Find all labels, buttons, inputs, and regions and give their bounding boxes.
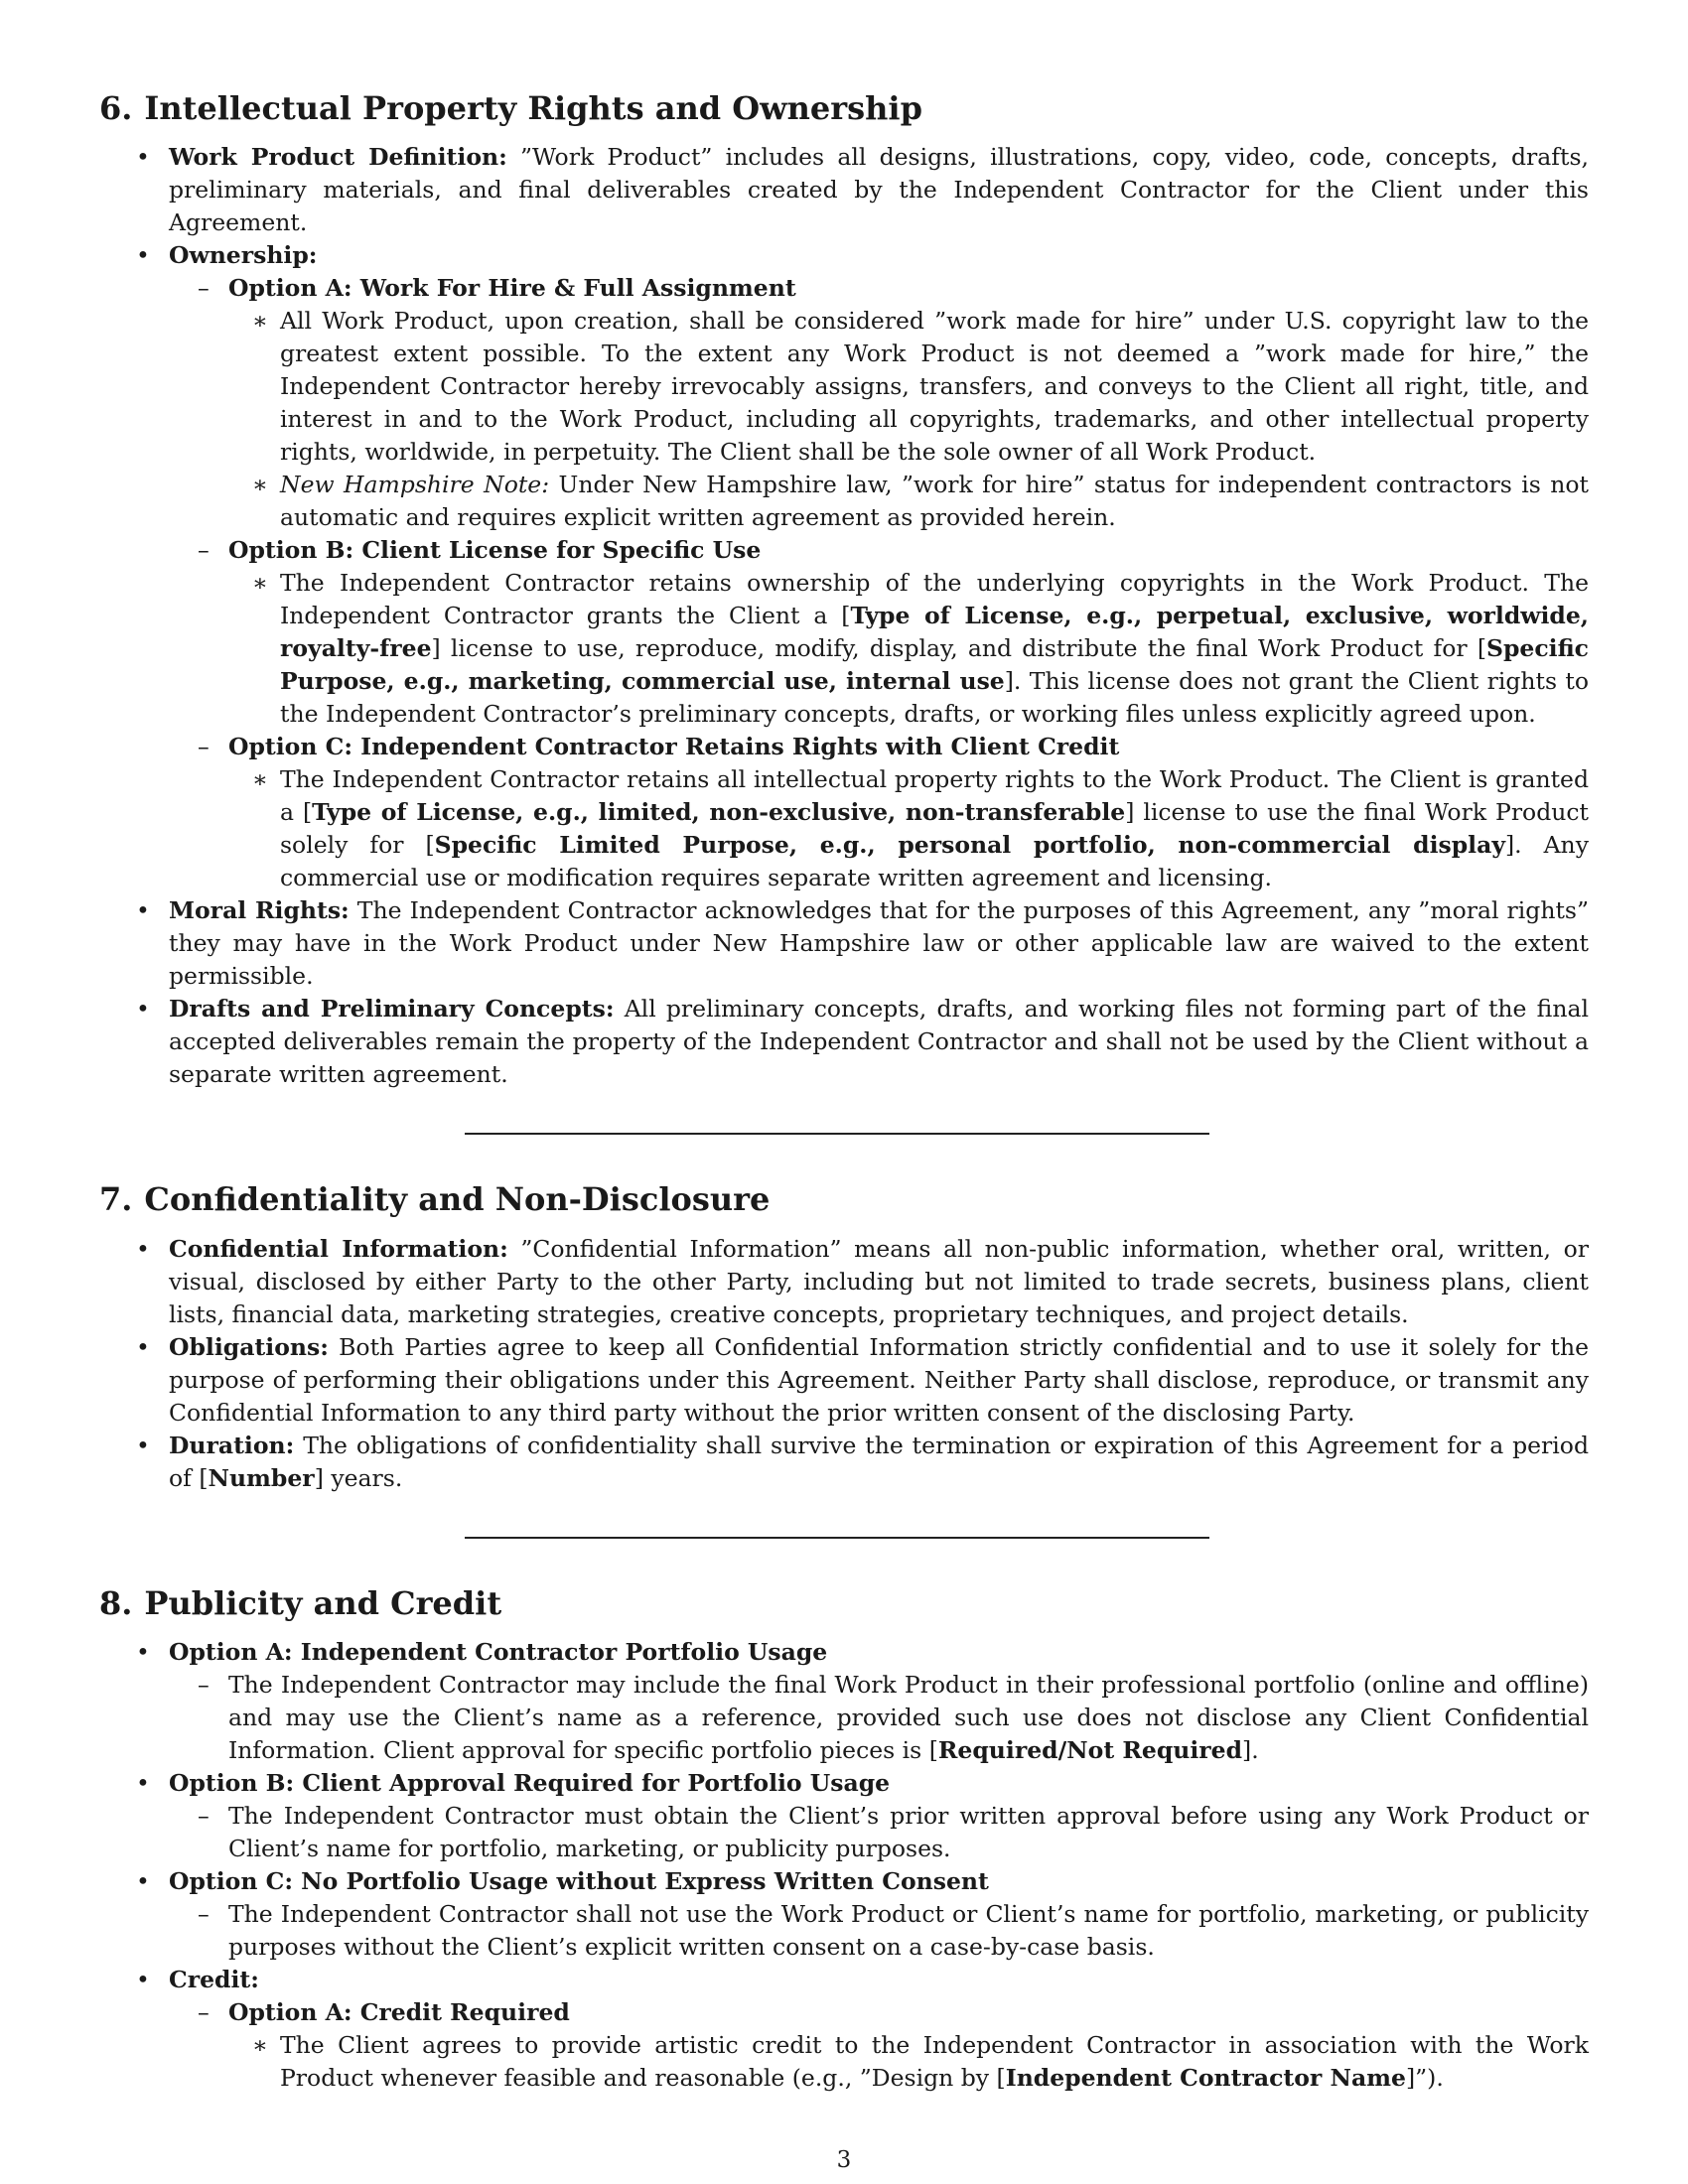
- item-label: Work Product Definition:: [169, 143, 507, 172]
- publicity-option-c: [99, 1865, 1589, 1964]
- placeholder-field: Independent Contractor Name: [1005, 2064, 1406, 2093]
- credit-option-a-text: [228, 2029, 1589, 2095]
- list-item-work-product: [99, 141, 1589, 239]
- text-run: ]”).: [1406, 2064, 1444, 2093]
- option-label: Option B: Client License for Specific Use: [228, 536, 762, 565]
- item-label: Duration:: [169, 1431, 295, 1459]
- section-number: 6.: [99, 89, 133, 127]
- text-run: The obligations of confidentiality shall survive the termination or expiration of this Agreement for a period of [: [169, 1431, 1589, 1492]
- list: [169, 1800, 1589, 1865]
- option-b-text: [228, 567, 1589, 731]
- option-a-text: [228, 305, 1589, 469]
- list-item-drafts: [99, 993, 1589, 1091]
- publicity-option-c-text: [169, 1898, 1589, 1964]
- text-run: ] years.: [314, 1463, 403, 1492]
- section-number: 8.: [99, 1583, 133, 1622]
- section-7-heading: [99, 1180, 1589, 1218]
- page-number: 3: [836, 2147, 852, 2173]
- option-label: Option A: Credit Required: [228, 1998, 570, 2027]
- list-item-confidential-info: [99, 1233, 1589, 1331]
- text-run: ] license to use, reproduce, modify, display, and distribute the final Work Product for [: [431, 634, 1486, 663]
- publicity-option-b-text: [169, 1800, 1589, 1865]
- section-title: Publicity and Credit: [144, 1583, 502, 1622]
- section-6: [99, 89, 1589, 1091]
- section-title: Intellectual Property Rights and Ownership: [144, 89, 922, 127]
- item-text: All preliminary concepts, drafts, and working files not forming part of the final accepted deliverables remain the property of the Independent Contractor and shall not be used by the Client without a separate written agreement.: [169, 995, 1589, 1089]
- item-text: The Independent Contractor must obtain the Client’s prior written approval before using any Work Product or Client’s name for portfolio, marketing, or publicity purposes.: [228, 1802, 1589, 1863]
- placeholder-field: Specific Purpose, e.g., marketing, commercial use, internal use: [280, 634, 1589, 696]
- placeholder-field: Number: [208, 1463, 315, 1492]
- item-label: Ownership:: [169, 241, 318, 270]
- section-8-list: [99, 1636, 1589, 2095]
- placeholder-field: Type of License, e.g., limited, non-exclusive, non-transferable: [312, 798, 1126, 827]
- option-b-details: [228, 567, 1589, 731]
- document-page: [99, 89, 1589, 2095]
- text-run: The Independent Contractor retains all intellectual property rights to the Work Product. The Client is granted a [: [280, 765, 1589, 827]
- list-item-credit: [99, 1964, 1589, 2095]
- placeholder-field: Specific Limited Purpose, e.g., personal portfolio, non-commercial display: [434, 831, 1505, 860]
- list-item-duration: [99, 1430, 1589, 1495]
- section-6-list: [99, 141, 1589, 1091]
- section-8: [99, 1584, 1589, 2095]
- text-run: The Independent Contractor may include the final Work Product in their professional portfolio (online and offline) and may use the Client’s name as a reference, provided such use does not disclose any Client Confidential Information. Client approval for specific portfolio pieces is [: [228, 1671, 1589, 1765]
- item-text: Both Parties agree to keep all Confidential Information strictly confidential and to use it solely for the purpose of performing their obligations under this Agreement. Neither Party shall disclose, reproduce, or transmit any Confidential Information to any third party without the prior written consent of the disclosing Party.: [169, 1332, 1589, 1427]
- item-text: ”Confidential Information” means all non-public information, whether oral, written, or visual, disclosed by either Party to the other Party, including but not limited to trade secrets, business plans, client lists, financial data, marketing strategies, creative concepts, proprietary techniques, and project details.: [169, 1234, 1589, 1328]
- publicity-option-a: [99, 1636, 1589, 1767]
- list-item-ownership: [99, 239, 1589, 894]
- ownership-option-b: [169, 534, 1589, 731]
- credit-option-a: [169, 1996, 1589, 2095]
- text-run: ] license to use the final Work Product solely for [: [280, 798, 1589, 860]
- list-item-moral-rights: [99, 894, 1589, 993]
- publicity-option-b: [99, 1767, 1589, 1865]
- list: [169, 1996, 1589, 2095]
- item-text: The Independent Contractor shall not use the Work Product or Client’s name for portfolio, marketing, or publicity purposes without the Client’s explicit written consent on a case-by-case basis.: [228, 1900, 1589, 1962]
- option-c-details: [228, 763, 1589, 894]
- option-label: Option C: No Portfolio Usage without Express Written Consent: [169, 1867, 989, 1896]
- list: [169, 1669, 1589, 1767]
- item-label: Moral Rights:: [169, 896, 350, 925]
- item-label: Credit:: [169, 1966, 259, 1994]
- section-7-list: [99, 1233, 1589, 1495]
- section-number: 7.: [99, 1180, 133, 1219]
- section-7: [99, 1180, 1589, 1494]
- text-run: ]. Any commercial use or modification requires separate written agreement and licensing.: [280, 831, 1589, 892]
- option-a-details: [228, 305, 1589, 534]
- section-title: Confidentiality and Non-Disclosure: [144, 1180, 771, 1219]
- section-8-heading: [99, 1584, 1589, 1622]
- option-label: Option A: Work For Hire & Full Assignment: [228, 274, 796, 303]
- list: [228, 2029, 1589, 2095]
- text-run: The Independent Contractor retains ownership of the underlying copyrights in the Work Product. The Independent Contractor grants the Client a [: [280, 569, 1589, 630]
- section-divider: [465, 1537, 1209, 1539]
- placeholder-field: Type of License, e.g., perpetual, exclusive, worldwide, royalty-free: [280, 602, 1589, 663]
- list: [169, 1898, 1589, 1964]
- option-label: Option B: Client Approval Required for Portfolio Usage: [169, 1769, 891, 1798]
- placeholder-field: Required/Not Required: [937, 1736, 1243, 1765]
- note-label: New Hampshire Note:: [280, 471, 550, 499]
- text-run: ]. This license does not grant the Client rights to the Independent Contractor’s preliminary concepts, drafts, or working files unless explicitly agreed upon.: [280, 667, 1590, 729]
- item-label: Confidential Information:: [169, 1234, 508, 1263]
- publicity-option-a-text: [169, 1669, 1589, 1767]
- section-6-heading: [99, 89, 1589, 127]
- list-item-obligations: [99, 1331, 1589, 1430]
- item-label: Obligations:: [169, 1332, 329, 1361]
- text-run: ].: [1242, 1736, 1259, 1765]
- item-text: Under New Hampshire law, ”work for hire” status for independent contractors is not automatic and requires explicit written agreement as provided herein.: [280, 471, 1589, 532]
- ownership-option-c: [169, 731, 1589, 894]
- ownership-options: [169, 272, 1589, 894]
- section-divider: [465, 1133, 1209, 1135]
- item-text: All Work Product, upon creation, shall be considered ”work made for hire” under U.S. copyright law to the greatest extent possible. To the extent any Work Product is not deemed a ”work made for hire,” the Independent Contractor hereby irrevocably assigns, transfers, and conveys to the Client all right, title, and interest in and to the Work Product, including all copyrights, trademarks, and other intellectual property rights, worldwide, in perpetuity. The Client shall be the sole owner of all Work Product.: [280, 307, 1589, 467]
- text-run: The Client agrees to provide artistic credit to the Independent Contractor in association with the Work Product whenever feasible and reasonable (e.g., ”Design by [: [280, 2031, 1589, 2093]
- option-c-text: [228, 763, 1589, 894]
- option-label: Option A: Independent Contractor Portfolio Usage: [169, 1638, 828, 1667]
- option-a-note: [228, 469, 1589, 534]
- item-text: The Independent Contractor acknowledges that for the purposes of this Agreement, any ”moral rights” they may have in the Work Product under New Hampshire law or other applicable law are waived to the extent permissible.: [169, 896, 1590, 991]
- ownership-option-a: [169, 272, 1589, 534]
- item-label: Drafts and Preliminary Concepts:: [169, 995, 615, 1024]
- option-label: Option C: Independent Contractor Retains Rights with Client Credit: [228, 733, 1120, 761]
- item-text: ”Work Product” includes all designs, illustrations, copy, video, code, concepts, drafts, preliminary materials, and final deliverables created by the Independent Contractor for the Client under this Agreement.: [169, 143, 1589, 237]
